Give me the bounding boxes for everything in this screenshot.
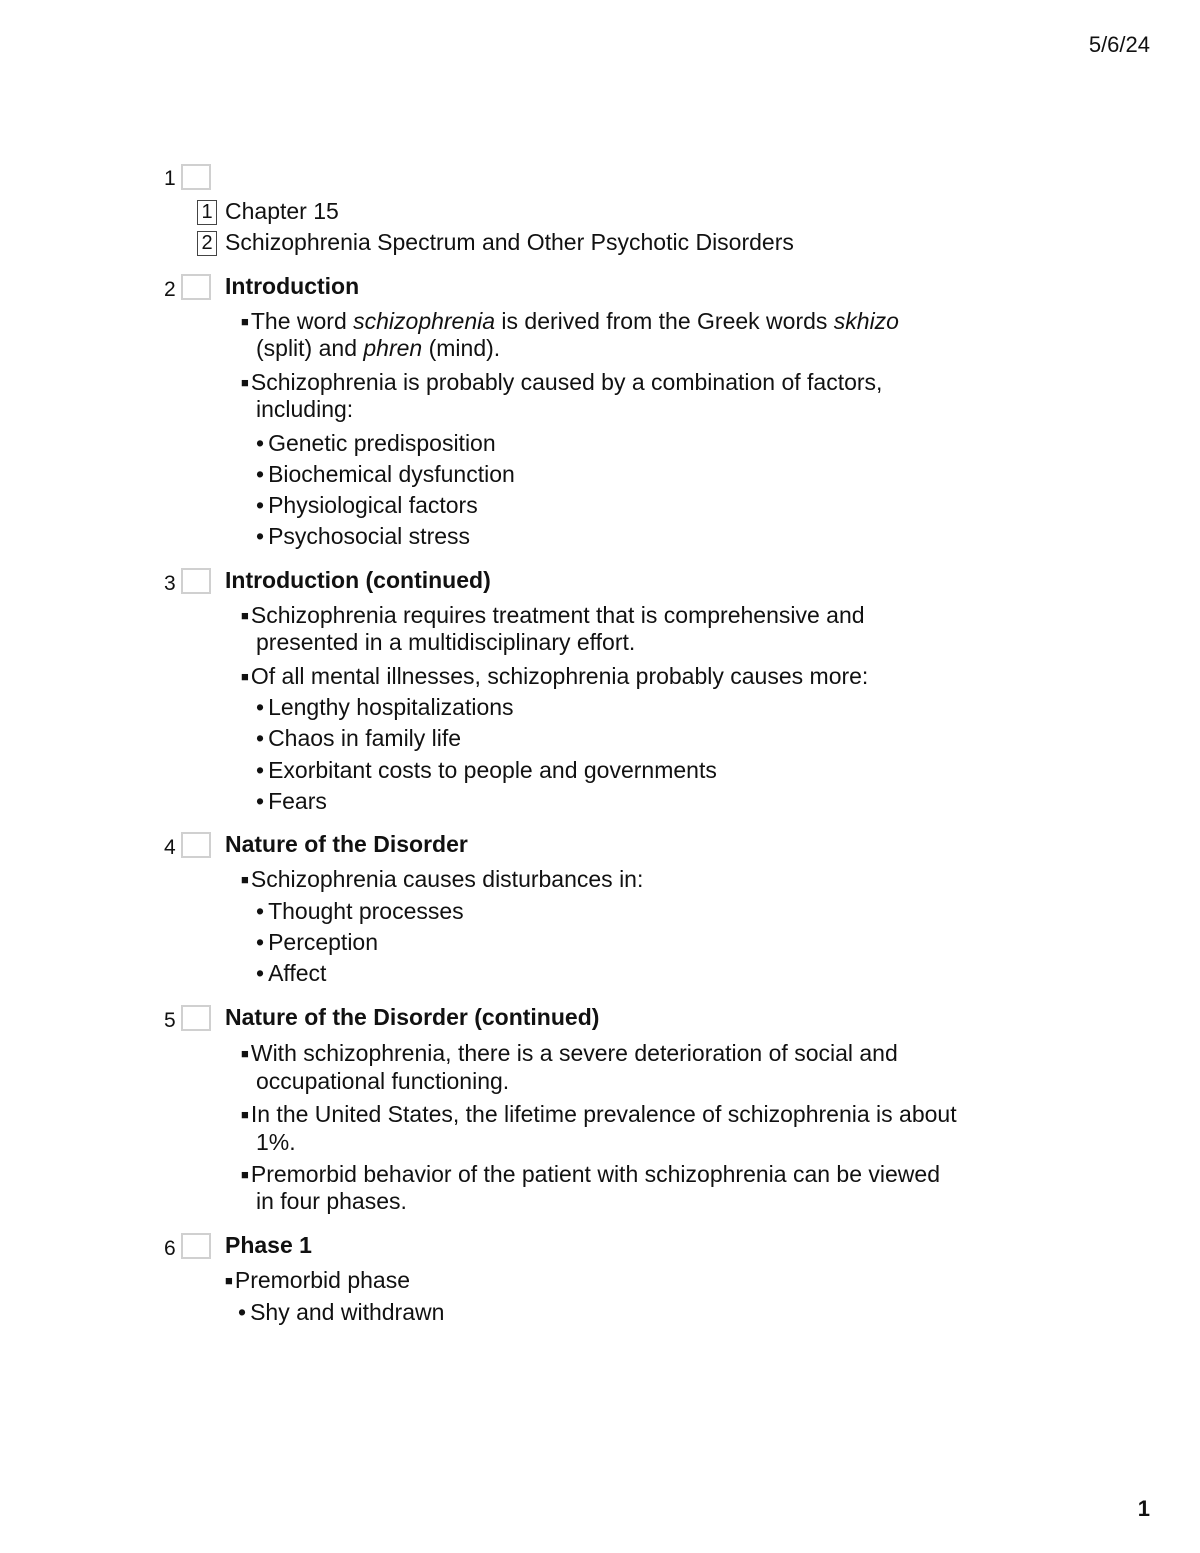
bullet-text: ■Of all mental illnesses, schizophrenia probably causes more: <box>241 663 869 689</box>
sub-bullet: • Genetic predisposition <box>256 430 496 456</box>
square-bullet-icon: ■ <box>241 1167 249 1182</box>
bullet-text-cont: 1%. <box>256 1129 296 1155</box>
bullet-text: ■Schizophrenia causes disturbances in: <box>241 866 644 892</box>
slide-number: 5 <box>164 1009 176 1032</box>
square-bullet-icon: ■ <box>241 375 249 390</box>
sub-bullet: • Lengthy hospitalizations <box>256 694 514 720</box>
sub-bullet: • Physiological factors <box>256 492 478 518</box>
sub-bullet: • Affect <box>256 960 327 986</box>
dot-bullet-icon: • <box>256 694 265 720</box>
sub-bullet: • Psychosocial stress <box>256 523 471 549</box>
square-bullet-icon: ■ <box>241 314 249 329</box>
item-number-box: 2 <box>197 231 217 256</box>
sub-bullet: • Fears <box>256 788 327 814</box>
dot-bullet-icon: • <box>256 461 265 487</box>
bullet-text: ■In the United States, the lifetime prevalence of schizophrenia is about <box>241 1101 957 1127</box>
dot-bullet-icon: • <box>256 898 265 924</box>
bullet-text: ■With schizophrenia, there is a severe deterioration of social and <box>241 1040 898 1066</box>
slide-title: Introduction <box>225 273 360 299</box>
slide-thumbnail <box>181 832 211 858</box>
dot-bullet-icon: • <box>238 1299 247 1325</box>
bullet-text: ■The word schizophrenia is derived from the Greek words skhizo <box>241 308 899 334</box>
slide-number: 2 <box>164 278 176 301</box>
page-number: 1 <box>1137 1496 1150 1521</box>
dot-bullet-icon: • <box>256 788 265 814</box>
dot-bullet-icon: • <box>256 960 265 986</box>
bullet-text: ■Schizophrenia is probably caused by a combination of factors, <box>241 369 883 395</box>
dot-bullet-icon: • <box>256 523 265 549</box>
slide-thumbnail <box>181 274 211 300</box>
header-date: 5/6/24 <box>1088 32 1150 57</box>
bullet-text-cont: presented in a multidisciplinary effort. <box>256 629 636 655</box>
dot-bullet-icon: • <box>256 757 265 783</box>
sub-bullet: • Shy and withdrawn <box>238 1299 445 1325</box>
dot-bullet-icon: • <box>256 430 265 456</box>
square-bullet-icon: ■ <box>241 872 249 887</box>
sub-bullet: • Exorbitant costs to people and governments <box>256 757 717 783</box>
bullet-text-cont: (split) and phren (mind). <box>256 335 501 361</box>
sub-bullet: • Thought processes <box>256 898 464 924</box>
slide-title: Introduction (continued) <box>225 567 491 593</box>
square-bullet-icon: ■ <box>241 1107 249 1122</box>
chapter-title: Schizophrenia Spectrum and Other Psychotic Disorders <box>225 229 794 255</box>
slide-number: 3 <box>164 572 176 595</box>
slide-thumbnail <box>181 1005 211 1031</box>
slide-number: 4 <box>164 836 176 859</box>
sub-bullet: • Chaos in family life <box>256 725 462 751</box>
bullet-text: ■Premorbid behavior of the patient with schizophrenia can be viewed <box>241 1161 940 1187</box>
sub-bullet: • Perception <box>256 929 379 955</box>
slide-number: 1 <box>164 167 176 190</box>
slide-thumbnail <box>181 164 211 190</box>
bullet-text-cont: including: <box>256 396 354 422</box>
bullet-text: ■Schizophrenia requires treatment that is comprehensive and <box>241 602 865 628</box>
slide-title: Nature of the Disorder <box>225 831 468 857</box>
bullet-text-cont: in four phases. <box>256 1188 407 1214</box>
slide-thumbnail <box>181 1233 211 1259</box>
slide-number: 6 <box>164 1237 176 1260</box>
slide-title: Nature of the Disorder (continued) <box>225 1004 600 1030</box>
bullet-text: ■Premorbid phase <box>225 1267 411 1293</box>
square-bullet-icon: ■ <box>241 1046 249 1061</box>
square-bullet-icon: ■ <box>241 608 249 623</box>
square-bullet-icon: ■ <box>241 669 249 684</box>
slide-thumbnail <box>181 568 211 594</box>
slide-title: Phase 1 <box>225 1232 312 1258</box>
dot-bullet-icon: • <box>256 725 265 751</box>
sub-bullet: • Biochemical dysfunction <box>256 461 515 487</box>
chapter-label: Chapter 15 <box>225 198 339 224</box>
dot-bullet-icon: • <box>256 492 265 518</box>
bullet-text-cont: occupational functioning. <box>256 1068 510 1094</box>
square-bullet-icon: ■ <box>225 1273 233 1288</box>
item-number-box: 1 <box>197 200 217 225</box>
dot-bullet-icon: • <box>256 929 265 955</box>
